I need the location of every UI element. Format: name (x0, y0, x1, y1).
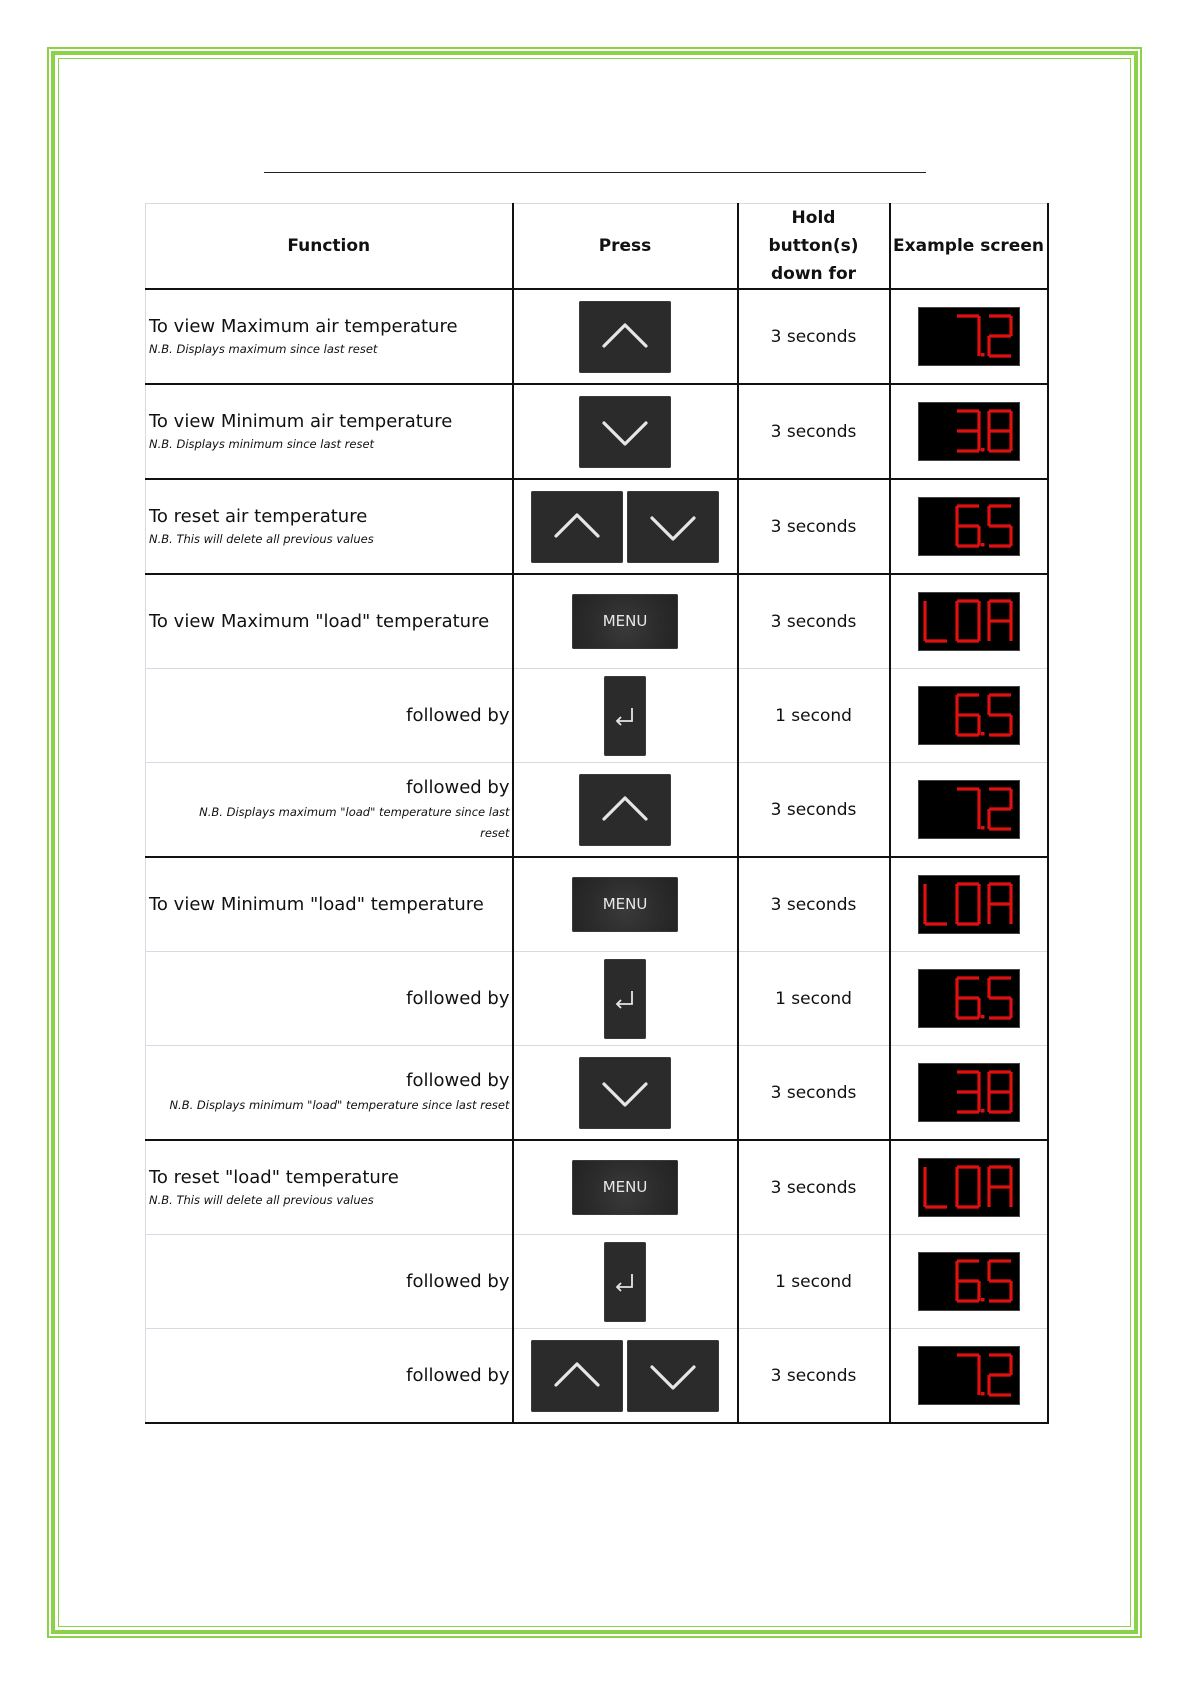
menu-button[interactable]: MENU (572, 877, 678, 932)
down-arrow-button[interactable] (579, 1057, 671, 1129)
menu-button[interactable]: MENU (572, 594, 678, 649)
function-cell (146, 1046, 513, 1141)
example-screen-cell (890, 1235, 1048, 1329)
function-note: N.B. Displays minimum since last reset (149, 437, 375, 451)
function-text: followed by (406, 987, 510, 1009)
up-arrow-button[interactable] (579, 301, 671, 373)
table-row (146, 1046, 1048, 1141)
function-text: followed by (406, 1364, 510, 1386)
down-arrow-button[interactable] (627, 491, 719, 563)
function-text: followed by (406, 776, 510, 798)
press-cell (513, 952, 738, 1046)
lcd-decimal-point (981, 543, 985, 547)
chevron-up-icon (531, 491, 623, 563)
lcd-decimal-point (981, 732, 985, 736)
button-operations-table (145, 203, 1049, 1424)
example-screen-cell (890, 952, 1048, 1046)
table-row (146, 669, 1048, 763)
example-lcd-screen (919, 876, 1019, 933)
lcd-decimal-point (981, 1015, 985, 1019)
function-text: To view Minimum "load" temperature (149, 893, 484, 915)
table-row (146, 857, 1048, 952)
header-function: Function (146, 204, 513, 290)
table-row (146, 384, 1048, 479)
lcd-decimal-point (981, 1298, 985, 1302)
chevron-up-icon (579, 774, 671, 846)
down-arrow-button[interactable] (627, 1340, 719, 1412)
example-lcd-screen (919, 593, 1019, 650)
chevron-up-icon (579, 301, 671, 373)
example-lcd-screen (919, 1253, 1019, 1310)
table-row (146, 1235, 1048, 1329)
table-body (146, 289, 1048, 1423)
lcd-decimal-point (981, 448, 985, 452)
example-screen-cell (890, 669, 1048, 763)
hold-duration-cell: 3 seconds (738, 479, 890, 574)
chevron-down-icon (627, 491, 719, 563)
function-note: N.B. This will delete all previous values (149, 532, 374, 546)
chevron-up-icon (531, 1340, 623, 1412)
press-cell (513, 1329, 738, 1424)
table-row (146, 1329, 1048, 1424)
function-note: N.B. Displays maximum "load" temperature since last reset (199, 804, 510, 840)
table-header-row (146, 204, 1048, 290)
enter-return-icon (604, 1242, 646, 1322)
function-text: followed by (406, 1270, 510, 1292)
press-cell (513, 763, 738, 858)
lcd-decimal-point (981, 353, 985, 357)
up-down-button-pair (529, 1365, 721, 1384)
header-hold: Hold button(s) down for (738, 204, 890, 290)
function-text: followed by (406, 704, 510, 726)
function-cell (146, 952, 513, 1046)
example-lcd-screen (919, 308, 1019, 365)
example-screen-cell (890, 289, 1048, 384)
press-cell (513, 1046, 738, 1141)
function-note: N.B. Displays minimum "load" temperature since last reset (169, 1098, 510, 1112)
function-cell (146, 763, 513, 858)
header-example-screen: Example screen (890, 204, 1048, 290)
function-cell (146, 1140, 513, 1235)
function-cell (146, 669, 513, 763)
function-note: N.B. This will delete all previous values (149, 1193, 374, 1207)
press-cell (513, 479, 738, 574)
function-text: To view Maximum "load" temperature (149, 610, 490, 632)
hold-duration-cell: 1 second (738, 1235, 890, 1329)
example-lcd-screen (919, 1159, 1019, 1216)
function-cell (146, 857, 513, 952)
up-arrow-button[interactable] (531, 1340, 623, 1412)
press-cell (513, 289, 738, 384)
chevron-down-icon (579, 396, 671, 468)
lcd-decimal-point (981, 826, 985, 830)
enter-button[interactable] (604, 1242, 646, 1322)
hold-duration-cell: 3 seconds (738, 1046, 890, 1141)
example-lcd-screen (919, 781, 1019, 838)
lcd-decimal-point (981, 1109, 985, 1113)
table-row (146, 763, 1048, 858)
lcd-decimal-point (981, 1392, 985, 1396)
example-screen-cell (890, 574, 1048, 669)
down-arrow-button[interactable] (579, 396, 671, 468)
function-cell (146, 574, 513, 669)
example-screen-cell (890, 763, 1048, 858)
example-screen-cell (890, 857, 1048, 952)
up-arrow-button[interactable] (579, 774, 671, 846)
function-text: To view Maximum air temperature (149, 316, 458, 337)
function-cell (146, 1235, 513, 1329)
enter-button[interactable] (604, 959, 646, 1039)
table-row (146, 289, 1048, 384)
function-cell (146, 479, 513, 574)
function-cell (146, 1329, 513, 1424)
example-screen-cell (890, 479, 1048, 574)
example-screen-cell (890, 1046, 1048, 1141)
function-text: followed by (406, 1070, 510, 1091)
example-lcd-screen (919, 498, 1019, 555)
chevron-down-icon (627, 1340, 719, 1412)
hold-duration-cell: 3 seconds (738, 1140, 890, 1235)
function-text: To reset "load" temperature (149, 1167, 399, 1188)
function-note: N.B. Displays maximum since last reset (149, 342, 378, 356)
chevron-down-icon (579, 1057, 671, 1129)
example-lcd-screen (919, 1347, 1019, 1404)
hold-duration-cell: 1 second (738, 952, 890, 1046)
enter-return-icon (604, 676, 646, 756)
example-lcd-screen (919, 970, 1019, 1027)
hold-duration-cell: 3 seconds (738, 384, 890, 479)
function-text: To view Minimum air temperature (149, 411, 453, 432)
example-screen-cell (890, 384, 1048, 479)
table-row (146, 574, 1048, 669)
example-lcd-screen (919, 687, 1019, 744)
hold-duration-cell: 3 seconds (738, 1329, 890, 1424)
table-row (146, 479, 1048, 574)
title-underline (264, 172, 926, 173)
hold-duration-cell: 1 second (738, 669, 890, 763)
up-arrow-button[interactable] (531, 491, 623, 563)
hold-duration-cell: 3 seconds (738, 763, 890, 858)
enter-button[interactable] (604, 676, 646, 756)
header-press: Press (513, 204, 738, 290)
press-cell (513, 857, 738, 952)
example-screen-cell (890, 1140, 1048, 1235)
table-row (146, 1140, 1048, 1235)
press-cell (513, 384, 738, 479)
press-cell (513, 574, 738, 669)
press-cell (513, 1140, 738, 1235)
up-down-button-pair (529, 516, 721, 535)
table-row (146, 952, 1048, 1046)
hold-duration-cell: 3 seconds (738, 289, 890, 384)
example-lcd-screen (919, 1064, 1019, 1121)
example-screen-cell (890, 1329, 1048, 1424)
press-cell (513, 1235, 738, 1329)
function-text: To reset air temperature (149, 506, 368, 527)
menu-button[interactable]: MENU (572, 1160, 678, 1215)
hold-duration-cell: 3 seconds (738, 857, 890, 952)
hold-duration-cell: 3 seconds (738, 574, 890, 669)
example-lcd-screen (919, 403, 1019, 460)
press-cell (513, 669, 738, 763)
function-cell (146, 384, 513, 479)
enter-return-icon (604, 959, 646, 1039)
function-cell (146, 289, 513, 384)
